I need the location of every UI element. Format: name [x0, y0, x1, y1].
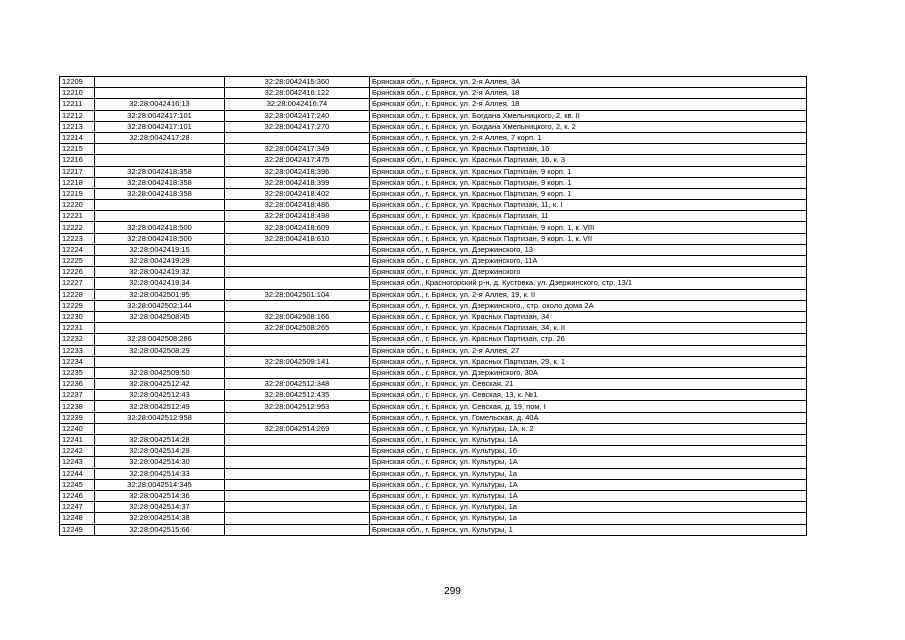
building-cadastral-number: 32:28:0042417:270	[225, 121, 370, 132]
table-row	[60, 222, 807, 233]
building-cadastral-number: 32:28:0042417:475	[225, 155, 370, 166]
row-number: 12243	[60, 457, 95, 468]
address: Брянская обл., г. Брянск, ул. Дзержинского, 13	[370, 244, 807, 255]
building-cadastral-number	[225, 334, 370, 345]
address: Брянская обл., г. Брянск, ул. Дзержинского, 11А	[370, 256, 807, 267]
row-number: 12240	[60, 423, 95, 434]
table-row	[60, 457, 807, 468]
building-cadastral-number	[225, 132, 370, 143]
table-row	[60, 323, 807, 334]
parcel-cadastral-number	[95, 144, 225, 155]
address: Брянская обл., г. Брянск, ул. Красных Партизан, 29, к. 1	[370, 356, 807, 367]
row-number: 12221	[60, 211, 95, 222]
row-number: 12236	[60, 379, 95, 390]
row-number: 12237	[60, 390, 95, 401]
address: Брянская обл., г. Брянск, ул. Культуры, 1А	[370, 457, 807, 468]
table-row	[60, 446, 807, 457]
parcel-cadastral-number: 32:28:0042515:66	[95, 524, 225, 535]
row-number: 12210	[60, 88, 95, 99]
address: Брянская обл., г. Брянск, ул. Красных Партизан, 11, к. I	[370, 200, 807, 211]
row-number: 12228	[60, 289, 95, 300]
row-number: 12239	[60, 412, 95, 423]
address: Брянская обл., г. Брянск, ул. Культуры, 16	[370, 446, 807, 457]
building-cadastral-number	[225, 468, 370, 479]
building-cadastral-number: 32:28:0042512:953	[225, 401, 370, 412]
row-number: 12247	[60, 502, 95, 513]
table-row	[60, 435, 807, 446]
address: Брянская обл., г. Брянск, ул. Севская, д. 19, пом. I	[370, 401, 807, 412]
address: Брянская обл., Красногорский р-н, д. Кустовка, ул. Дзержинского, стр. 13/1	[370, 278, 807, 289]
table-row	[60, 502, 807, 513]
table-row	[60, 334, 807, 345]
row-number: 12211	[60, 99, 95, 110]
table-row	[60, 211, 807, 222]
table-row	[60, 132, 807, 143]
page-number: 299	[444, 586, 461, 597]
parcel-cadastral-number: 32:28:0042512:42	[95, 379, 225, 390]
building-cadastral-number: 32:28:0042501:104	[225, 289, 370, 300]
address: Брянская обл., г. Брянск, ул. Красных Партизан, 9 корп. 1	[370, 188, 807, 199]
table-row	[60, 99, 807, 110]
building-cadastral-number: 32:28:0042418:498	[225, 211, 370, 222]
parcel-cadastral-number: 32:28:0042418:500	[95, 233, 225, 244]
table-row	[60, 412, 807, 423]
building-cadastral-number: 32:28:0042509:141	[225, 356, 370, 367]
row-number: 12245	[60, 479, 95, 490]
address: Брянская обл., г. Брянск, ул. Культуры, 1А	[370, 479, 807, 490]
building-cadastral-number: 32:28:0042418:396	[225, 166, 370, 177]
address: Брянская обл., г. Брянск, ул. Гомельская, д. 40А	[370, 412, 807, 423]
table-row	[60, 278, 807, 289]
table-row	[60, 356, 807, 367]
parcel-cadastral-number: 32:28:0042514:33	[95, 468, 225, 479]
table-row	[60, 155, 807, 166]
table-row	[60, 144, 807, 155]
building-cadastral-number	[225, 278, 370, 289]
row-number: 12215	[60, 144, 95, 155]
row-number: 12238	[60, 401, 95, 412]
address: Брянская обл., г. Брянск, ул. Культуры, 1А	[370, 435, 807, 446]
building-cadastral-number: 32:28:0042508:265	[225, 323, 370, 334]
address: Брянская обл., г. Брянск, ул. Культуры, 1А	[370, 490, 807, 501]
address: Брянская обл., г. Брянск, ул. Красных Партизан, 34, к. II	[370, 323, 807, 334]
building-cadastral-number: 32:28:0042514:269	[225, 423, 370, 434]
table-row	[60, 200, 807, 211]
parcel-cadastral-number	[95, 323, 225, 334]
table-row	[60, 468, 807, 479]
row-number: 12220	[60, 200, 95, 211]
table-row	[60, 367, 807, 378]
address: Брянская обл., г. Брянск, ул. Культуры, 1А, к. 2	[370, 423, 807, 434]
parcel-cadastral-number: 32:28:0042419:29	[95, 256, 225, 267]
parcel-cadastral-number: 32:28:0042417:28	[95, 132, 225, 143]
address: Брянская обл., г. Брянск, ул. Красных Партизан, стр. 26	[370, 334, 807, 345]
parcel-cadastral-number: 32:28:0042514:38	[95, 513, 225, 524]
row-number: 12213	[60, 121, 95, 132]
parcel-cadastral-number	[95, 77, 225, 88]
address: Брянская обл., г. Брянск, ул. 2-я Аллея, 18	[370, 99, 807, 110]
row-number: 12223	[60, 233, 95, 244]
row-number: 12234	[60, 356, 95, 367]
parcel-cadastral-number: 32:28:0042514:36	[95, 490, 225, 501]
building-cadastral-number	[225, 435, 370, 446]
row-number: 12218	[60, 177, 95, 188]
building-cadastral-number	[225, 300, 370, 311]
registry-table-body	[60, 77, 807, 536]
parcel-cadastral-number: 32:28:0042514:29	[95, 446, 225, 457]
building-cadastral-number: 32:28:0042417:240	[225, 110, 370, 121]
building-cadastral-number: 32:28:0042418:402	[225, 188, 370, 199]
row-number: 12230	[60, 311, 95, 322]
table-row	[60, 121, 807, 132]
address: Брянская обл., г. Брянск, ул. Богдана Хмельницкого, 2, кв. II	[370, 110, 807, 121]
parcel-cadastral-number	[95, 356, 225, 367]
table-row	[60, 490, 807, 501]
address: Брянская обл., г. Брянск, ул. Красных Партизан, 9 корп. 1, к. VIII	[370, 222, 807, 233]
row-number: 12242	[60, 446, 95, 457]
building-cadastral-number: 32:28:0042416:74	[225, 99, 370, 110]
building-cadastral-number	[225, 267, 370, 278]
address: Брянская обл., г. Брянск, ул. Дзержинского	[370, 267, 807, 278]
table-row	[60, 311, 807, 322]
address: Брянская обл., г. Брянск, ул. Культуры, 1а	[370, 513, 807, 524]
table-row	[60, 233, 807, 244]
row-number: 12227	[60, 278, 95, 289]
parcel-cadastral-number: 32:28:0042508:286	[95, 334, 225, 345]
parcel-cadastral-number: 32:28:0042416:13	[95, 99, 225, 110]
row-number: 12224	[60, 244, 95, 255]
table-row	[60, 513, 807, 524]
address: Брянская обл., г. Брянск, ул. Культуры, 1а	[370, 468, 807, 479]
address: Брянская обл., г. Брянск, ул. Красных Партизан, 11	[370, 211, 807, 222]
building-cadastral-number	[225, 524, 370, 535]
building-cadastral-number: 32:28:0042418:610	[225, 233, 370, 244]
row-number: 12244	[60, 468, 95, 479]
address: Брянская обл., г. Брянск, ул. Севская, 21	[370, 379, 807, 390]
address: Брянская обл., г. Брянск, ул. Дзержинского,, стр. около дома 2А	[370, 300, 807, 311]
address: Брянская обл., г. Брянск, ул. 2-я Аллея, 7 корп. 1	[370, 132, 807, 143]
table-row	[60, 77, 807, 88]
building-cadastral-number	[225, 446, 370, 457]
row-number: 12232	[60, 334, 95, 345]
parcel-cadastral-number: 32:28:0042419:32	[95, 267, 225, 278]
row-number: 12212	[60, 110, 95, 121]
table-row	[60, 267, 807, 278]
row-number: 12214	[60, 132, 95, 143]
row-number: 12231	[60, 323, 95, 334]
parcel-cadastral-number: 32:28:0042417:101	[95, 121, 225, 132]
parcel-cadastral-number: 32:28:0042418:358	[95, 166, 225, 177]
building-cadastral-number	[225, 412, 370, 423]
table-row	[60, 256, 807, 267]
address: Брянская обл., г. Брянск, ул. Красных Партизан, 9 корп. 1	[370, 177, 807, 188]
address: Брянская обл., г. Брянск, ул. Севская, 13, к. №1	[370, 390, 807, 401]
row-number: 12241	[60, 435, 95, 446]
parcel-cadastral-number: 32:28:0042508:29	[95, 345, 225, 356]
building-cadastral-number	[225, 345, 370, 356]
address: Брянская обл., г. Брянск, ул. Красных Партизан, 16	[370, 144, 807, 155]
building-cadastral-number: 32:28:0042512:435	[225, 390, 370, 401]
table-row	[60, 177, 807, 188]
table-row	[60, 379, 807, 390]
address: Брянская обл., г. Брянск, ул. Дзержинского, 30А	[370, 367, 807, 378]
parcel-cadastral-number: 32:28:0042419:15	[95, 244, 225, 255]
parcel-cadastral-number	[95, 211, 225, 222]
row-number: 12229	[60, 300, 95, 311]
row-number: 12222	[60, 222, 95, 233]
parcel-cadastral-number: 32:28:0042509:50	[95, 367, 225, 378]
table-row	[60, 423, 807, 434]
address: Брянская обл., г. Брянск, ул. Богдана Хмельницкого, 2, к. 2	[370, 121, 807, 132]
building-cadastral-number	[225, 457, 370, 468]
building-cadastral-number: 32:28:0042418:486	[225, 200, 370, 211]
building-cadastral-number	[225, 502, 370, 513]
address: Брянская обл., г. Брянск, ул. 2-я Аллея, 19, к. II	[370, 289, 807, 300]
row-number: 12219	[60, 188, 95, 199]
parcel-cadastral-number: 32:28:0042512:43	[95, 390, 225, 401]
address: Брянская обл., г. Брянск, ул. Красных Партизан, 9 корп. 1, к. VII	[370, 233, 807, 244]
row-number: 12226	[60, 267, 95, 278]
building-cadastral-number: 32:28:0042415:360	[225, 77, 370, 88]
parcel-cadastral-number: 32:28:0042508:45	[95, 311, 225, 322]
building-cadastral-number: 32:28:0042416:122	[225, 88, 370, 99]
parcel-cadastral-number: 32:28:0042514:345	[95, 479, 225, 490]
building-cadastral-number: 32:28:0042417:349	[225, 144, 370, 155]
building-cadastral-number	[225, 256, 370, 267]
address: Брянская обл., г. Брянск, ул. 2-я Аллея, 18	[370, 88, 807, 99]
parcel-cadastral-number: 32:28:0042417:101	[95, 110, 225, 121]
parcel-cadastral-number	[95, 423, 225, 434]
parcel-cadastral-number	[95, 88, 225, 99]
table-row	[60, 390, 807, 401]
table-row	[60, 244, 807, 255]
address: Брянская обл., г. Брянск, ул. 2-я Аллея, 3А	[370, 77, 807, 88]
building-cadastral-number	[225, 479, 370, 490]
row-number: 12246	[60, 490, 95, 501]
parcel-cadastral-number: 32:28:0042514:28	[95, 435, 225, 446]
table-row	[60, 88, 807, 99]
table-row	[60, 401, 807, 412]
parcel-cadastral-number: 32:28:0042512:958	[95, 412, 225, 423]
building-cadastral-number: 32:28:0042512:348	[225, 379, 370, 390]
parcel-cadastral-number	[95, 200, 225, 211]
address: Брянская обл., г. Брянск, ул. Красных Партизан, 9 корп. 1	[370, 166, 807, 177]
building-cadastral-number	[225, 367, 370, 378]
parcel-cadastral-number: 32:28:0042514:30	[95, 457, 225, 468]
address: Брянская обл., г. Брянск, ул. Культуры, 1	[370, 524, 807, 535]
parcel-cadastral-number: 32:28:0042502:144	[95, 300, 225, 311]
parcel-cadastral-number	[95, 155, 225, 166]
table-row	[60, 289, 807, 300]
parcel-cadastral-number: 32:28:0042501:95	[95, 289, 225, 300]
parcel-cadastral-number: 32:28:0042418:358	[95, 188, 225, 199]
row-number: 12235	[60, 367, 95, 378]
building-cadastral-number	[225, 244, 370, 255]
row-number: 12216	[60, 155, 95, 166]
row-number: 12209	[60, 77, 95, 88]
row-number: 12225	[60, 256, 95, 267]
parcel-cadastral-number: 32:28:0042512:49	[95, 401, 225, 412]
parcel-cadastral-number: 32:28:0042418:500	[95, 222, 225, 233]
building-cadastral-number: 32:28:0042508:166	[225, 311, 370, 322]
table-row	[60, 300, 807, 311]
parcel-cadastral-number: 32:28:0042418:358	[95, 177, 225, 188]
table-row	[60, 188, 807, 199]
address: Брянская обл., г. Брянск, ул. 2-я Аллея, 27	[370, 345, 807, 356]
building-cadastral-number: 32:28:0042418:399	[225, 177, 370, 188]
parcel-cadastral-number: 32:28:0042419:34	[95, 278, 225, 289]
table-row	[60, 524, 807, 535]
parcel-cadastral-number: 32:28:0042514:37	[95, 502, 225, 513]
building-cadastral-number: 32:28:0042418:609	[225, 222, 370, 233]
building-cadastral-number	[225, 490, 370, 501]
row-number: 12217	[60, 166, 95, 177]
registry-table	[59, 76, 807, 536]
table-row	[60, 479, 807, 490]
address: Брянская обл., г. Брянск, ул. Красных Партизан, 16, к. 3	[370, 155, 807, 166]
building-cadastral-number	[225, 513, 370, 524]
table-row	[60, 166, 807, 177]
row-number: 12248	[60, 513, 95, 524]
row-number: 12249	[60, 524, 95, 535]
address: Брянская обл., г. Брянск, ул. Культуры, 1а	[370, 502, 807, 513]
table-row	[60, 345, 807, 356]
table-row	[60, 110, 807, 121]
row-number: 12233	[60, 345, 95, 356]
address: Брянская обл., г. Брянск, ул. Красных Партизан, 34	[370, 311, 807, 322]
